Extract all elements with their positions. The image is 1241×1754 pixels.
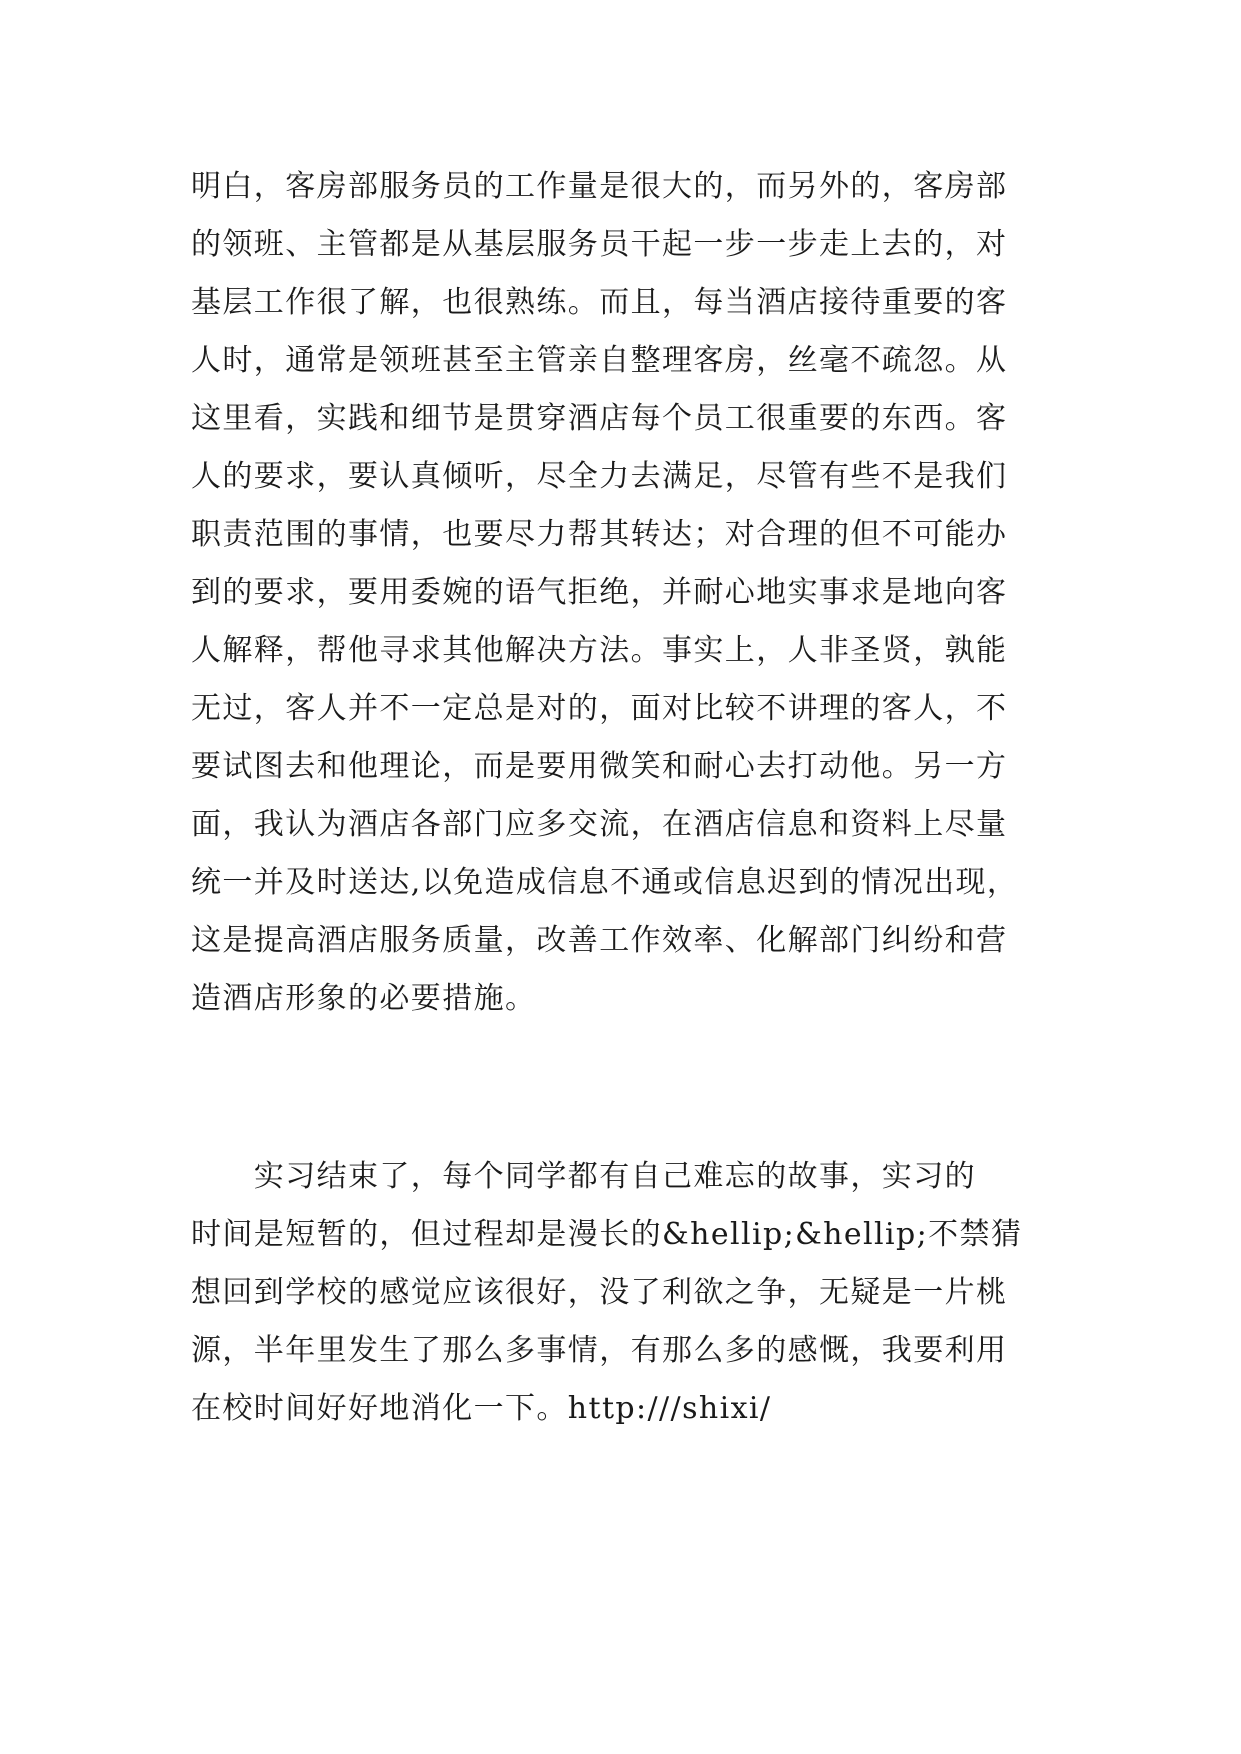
text-line: 这是提高酒店服务质量，改善工作效率、化解部门纠纷和营 [191,923,1008,958]
text-line: 明白，客房部服务员的工作量是很大的，而另外的，客房部 [191,169,1008,204]
text-line: 统一并及时送达,以免造成信息不通或信息迟到的情况出现， [191,865,1019,900]
paragraph-1 [191,158,1051,1028]
text-line: 人的要求，要认真倾听，尽全力去满足，尽管有些不是我们 [191,459,1008,494]
text-line: 到的要求，要用委婉的语气拒绝，并耐心地实事求是地向客 [191,575,1008,610]
text-line: 这里看，实践和细节是贯穿酒店每个员工很重要的东西。客 [191,401,1008,436]
text-line: 基层工作很了解，也很熟练。而且，每当酒店接待重要的客 [191,285,1008,320]
text-line: 要试图去和他理论，而是要用微笑和耐心去打动他。另一方 [191,749,1008,784]
text-line: 人解释，帮他寻求其他解决方法。事实上，人非圣贤，孰能 [191,633,1008,668]
text-line: 人时，通常是领班甚至主管亲自整理客房，丝毫不疏忽。从 [191,343,1008,378]
text-line: 面，我认为酒店各部门应多交流，在酒店信息和资料上尽量 [191,807,1008,842]
paragraph-2 [191,1148,1051,1438]
text-line: 在校时间好好地消化一下。http:///shixi/ [191,1391,772,1426]
text-line: 想回到学校的感觉应该很好，没了利欲之争，无疑是一片桃 [191,1275,1008,1310]
text-line: 时间是短暂的，但过程却是漫长的&hellip;&hellip;不禁猜 [191,1217,1023,1252]
text-line: 源，半年里发生了那么多事情，有那么多的感慨，我要利用 [191,1333,1008,1368]
text-line: 的领班、主管都是从基层服务员干起一步一步走上去的，对 [191,227,1008,262]
text-line: 造酒店形象的必要措施。 [191,981,537,1016]
text-line: 职责范围的事情，也要尽力帮其转达；对合理的但不可能办 [191,517,1008,552]
text-line: 无过，客人并不一定总是对的，面对比较不讲理的客人，不 [191,691,1008,726]
text-line: 实习结束了，每个同学都有自己难忘的故事，实习的 [191,1159,976,1194]
